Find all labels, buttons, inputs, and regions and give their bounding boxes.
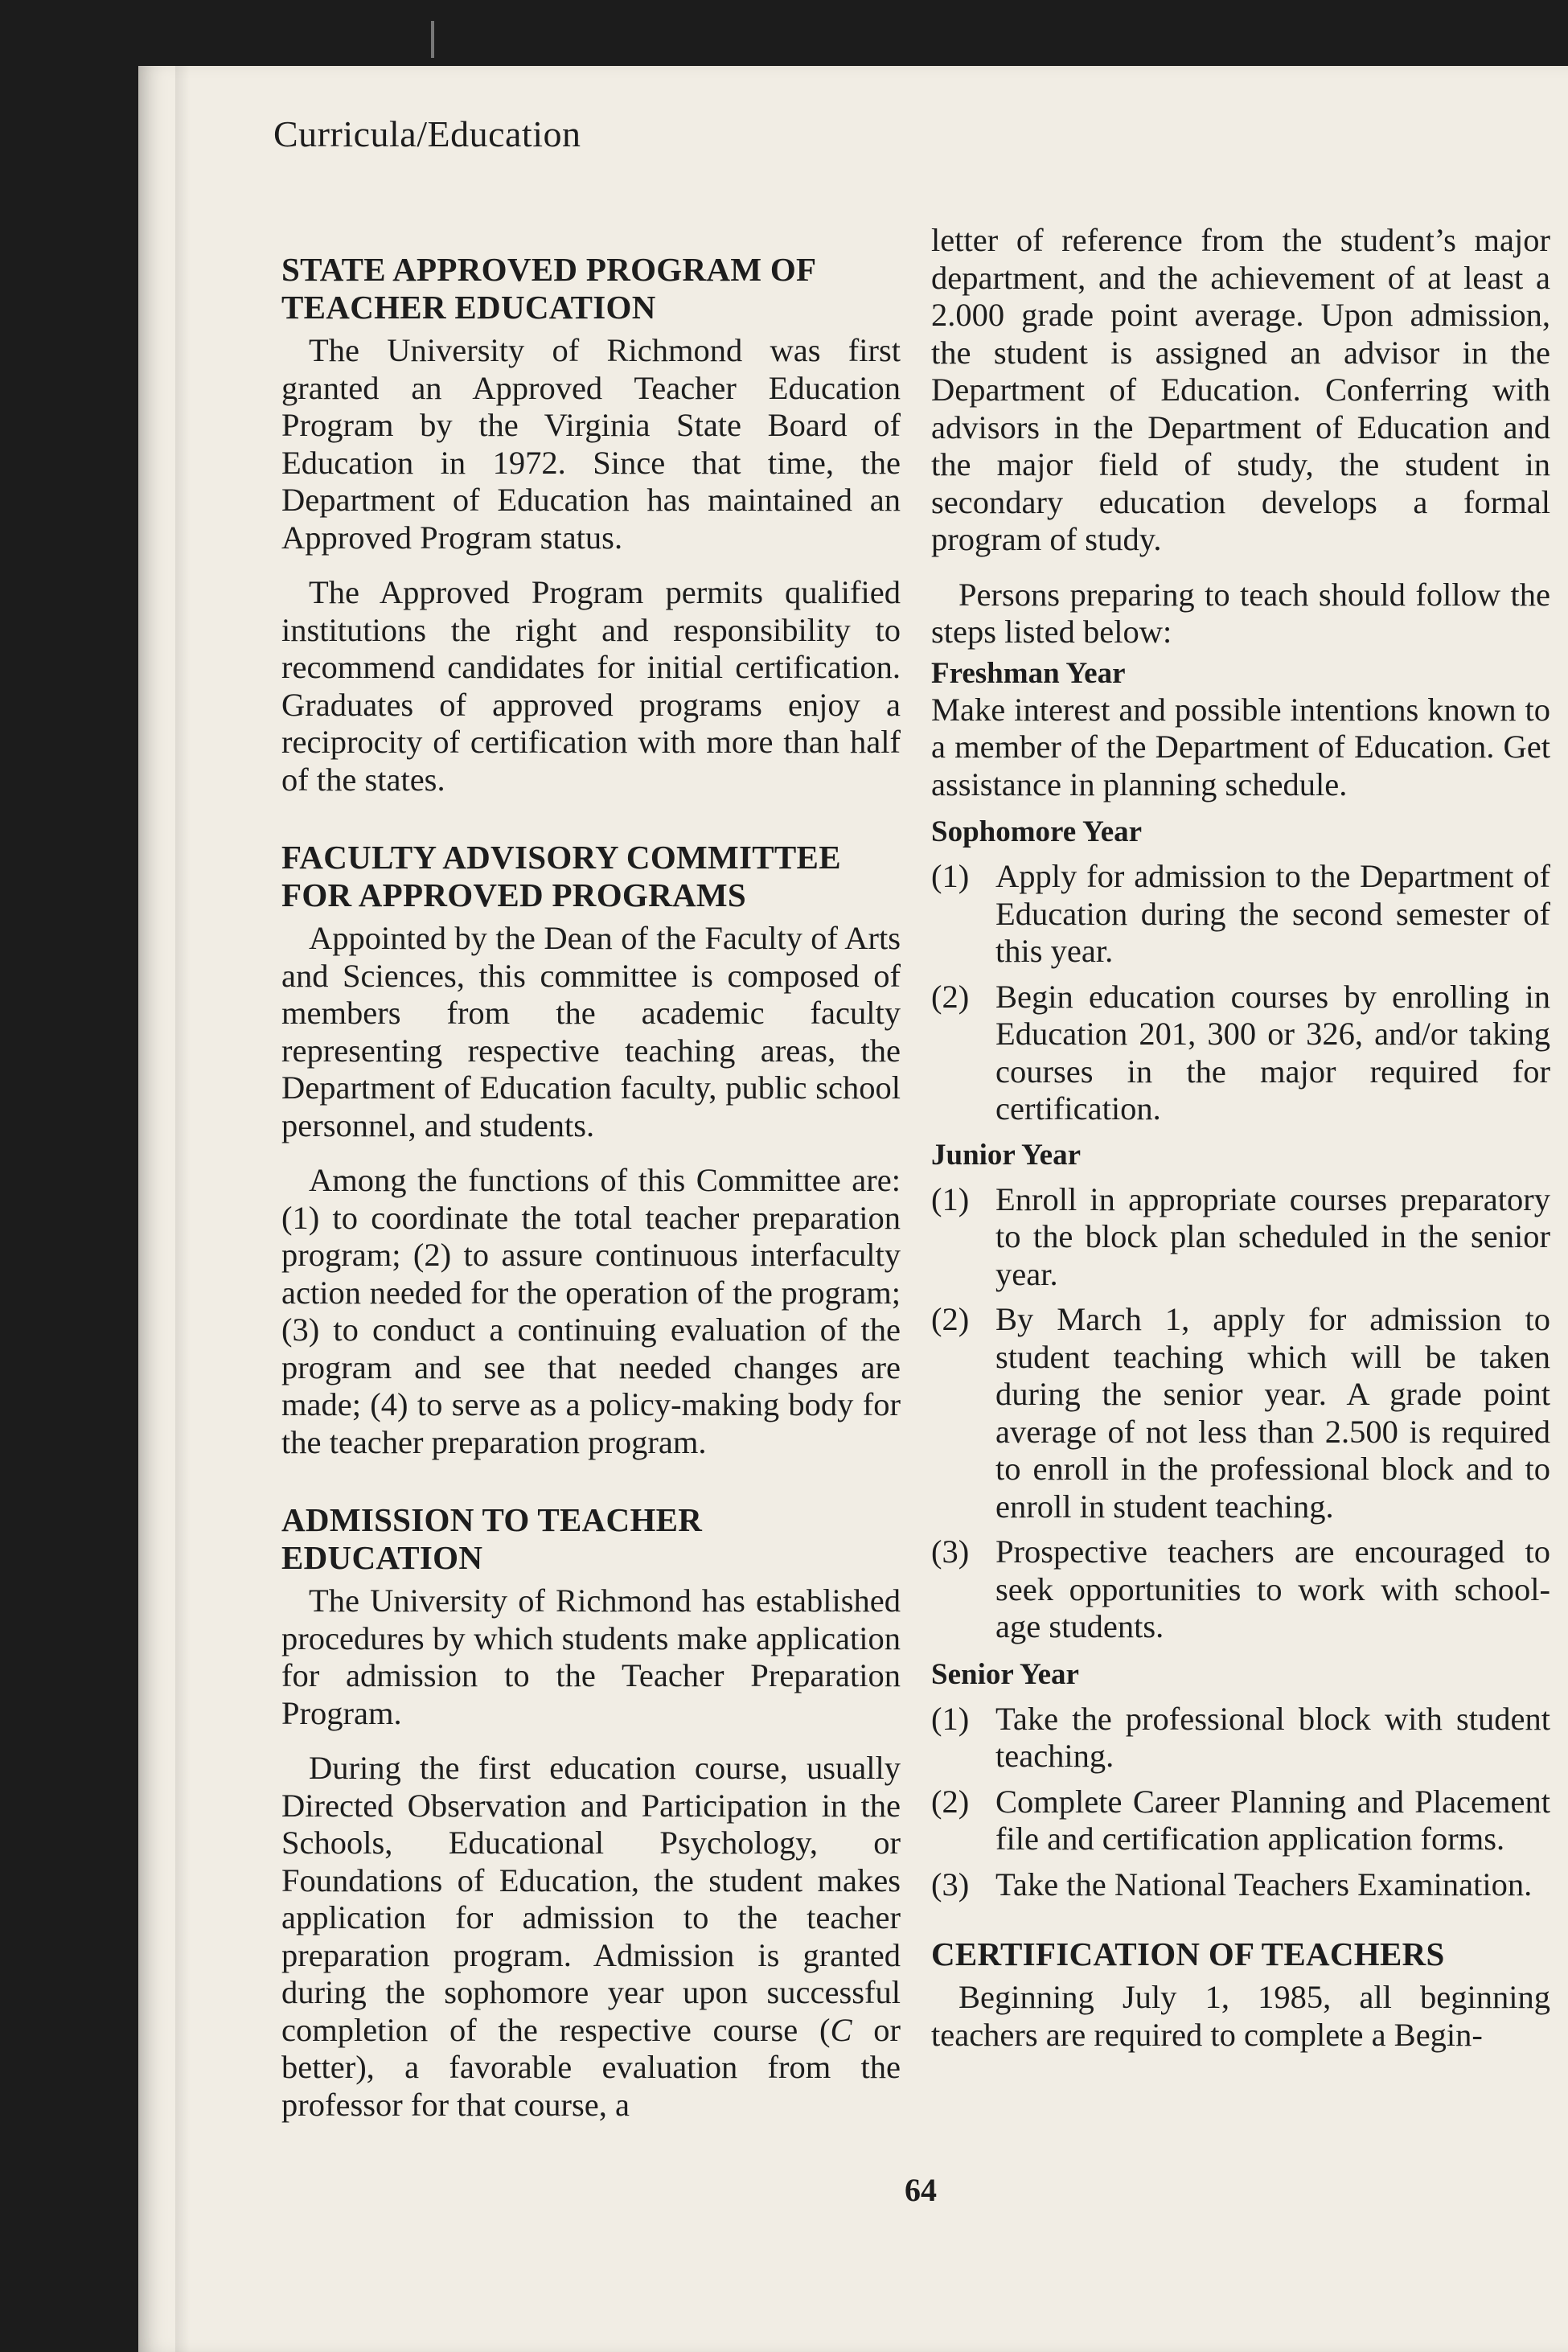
paragraph: The Approved Program permits qualified institutions the right and responsibility to recommend candidates for initial certification. Graduates of approved programs enjoy a reciprocity of certification with more than half of the states.	[281, 574, 901, 798]
paragraph: Among the functions of this Committee are: (1) to coordinate the total teacher preparation program; (2) to assure continuous interfaculty action needed for the operation of the program; (3) to conduct a continuing evaluation of the program and see that needed changes are made; (4) to serve as a policy-making body for the teacher preparation program.	[281, 1162, 901, 1460]
senior-steps	[931, 1701, 1550, 1904]
certification-text: Beginning July 1, 1985, all beginning teachers are required to complete a Begin-	[931, 1979, 1550, 2053]
section-heading-certification: CERTIFICATION OF TEACHERS	[931, 1935, 1445, 1972]
item-number: (3)	[931, 1533, 970, 1570]
text-run: During the first education course, usually Directed Observation and Participation in the Schools, Educational Psychology, or Foundations of Education, the student makes application for admission to the teacher preparation program. Admission is granted during the sophomore year upon successful completion of the respective course (	[281, 1750, 901, 2048]
text-run: or better), a favorable evaluation from the professor for that course, a	[281, 2011, 901, 2123]
left-column	[281, 251, 901, 2124]
item-number: (1)	[931, 1700, 970, 1737]
binding-mark	[431, 21, 434, 58]
page-gutter-shadow	[175, 66, 190, 2352]
item-text: Apply for admission to the Department of Education during the second semester of this year.	[995, 858, 1550, 969]
right-column	[931, 222, 1550, 2054]
subheading-senior-year: Senior Year	[931, 1657, 1079, 1691]
grade-italic: C	[830, 2011, 852, 2048]
item-text: Prospective teachers are encouraged to seek opportunities to work with school-age students.	[995, 1533, 1550, 1644]
list-item	[931, 1866, 1550, 1904]
sophomore-steps	[931, 858, 1550, 1128]
paragraph: Appointed by the Dean of the Faculty of Arts and Sciences, this committee is composed of members from the academic faculty representing respective teaching areas, the Department of Education faculty, public school personnel, and students.	[281, 920, 901, 1143]
item-text: Take the professional block with student teaching.	[995, 1700, 1550, 1774]
section-heading: ADMISSION TO TEACHER EDUCATION	[281, 1501, 703, 1576]
section-faculty-advisory-committee	[281, 839, 901, 1461]
section-heading: FACULTY ADVISORY COMMITTEE FOR APPROVED PROGRAMS	[281, 839, 841, 913]
section-admission-to-teacher-education	[281, 1501, 901, 2124]
item-text: Begin education courses by enrolling in Education 201, 300 or 326, and/or taking courses in the major required for certification.	[995, 978, 1550, 1127]
item-text: Enroll in appropriate courses preparatory to the block plan scheduled in the senior year.	[995, 1180, 1550, 1292]
item-number: (2)	[931, 978, 970, 1015]
subheading-sophomore-year: Sophomore Year	[931, 815, 1143, 848]
paragraph: The University of Richmond was first granted an Approved Teacher Education Program by the Virginia State Board of Education in 1972. Since that time, the Department of Education has maintained an Approved Program status.	[281, 332, 901, 556]
subheading-freshman-year: Freshman Year	[931, 656, 1126, 690]
item-text: By March 1, apply for admission to student teaching which will be taken during the senior year. A grade point average of not less than 2.500 is required to enroll in the professional block and to enroll in student teaching.	[995, 1301, 1550, 1525]
list-item	[931, 979, 1550, 1128]
list-item	[931, 858, 1550, 971]
paragraph-admission-process	[281, 1750, 901, 2124]
section-state-approved-program	[281, 251, 901, 798]
running-head: Curricula/Education	[273, 113, 581, 154]
subheading-junior-year: Junior Year	[931, 1138, 1082, 1172]
list-item	[931, 1533, 1550, 1646]
item-text: Complete Career Planning and Placement file and certification application forms.	[995, 1783, 1550, 1857]
paragraph: The University of Richmond has established procedures by which students make application for admission to the Teacher Preparation Program.	[281, 1582, 901, 1731]
list-item	[931, 1301, 1550, 1525]
item-number: (2)	[931, 1301, 970, 1337]
freshman-text: Make interest and possible intentions known to a member of the Department of Education. Get assistance in planning schedule.	[931, 691, 1550, 802]
item-number: (1)	[931, 1180, 970, 1217]
item-number: (1)	[931, 858, 970, 894]
steps-intro: Persons preparing to teach should follow the steps listed below:	[931, 576, 1550, 650]
list-item	[931, 1701, 1550, 1775]
junior-steps	[931, 1181, 1550, 1646]
section-heading: STATE APPROVED PROGRAM OF TEACHER EDUCATION	[281, 251, 815, 326]
list-item	[931, 1181, 1550, 1294]
item-number: (3)	[931, 1866, 970, 1903]
continuation-paragraph: letter of reference from the student’s major department, and the achievement of at least a 2.000 grade point average. Upon admission, the student is assigned an advisor in the Department of Education. Conferring with advisors in the Department of Education and the major field of study, the student in secondary education develops a formal program of study.	[931, 222, 1550, 557]
item-text: Take the National Teachers Examination.	[995, 1866, 1533, 1903]
list-item	[931, 1783, 1550, 1858]
page-number: 64	[905, 2172, 937, 2208]
item-number: (2)	[931, 1783, 970, 1820]
